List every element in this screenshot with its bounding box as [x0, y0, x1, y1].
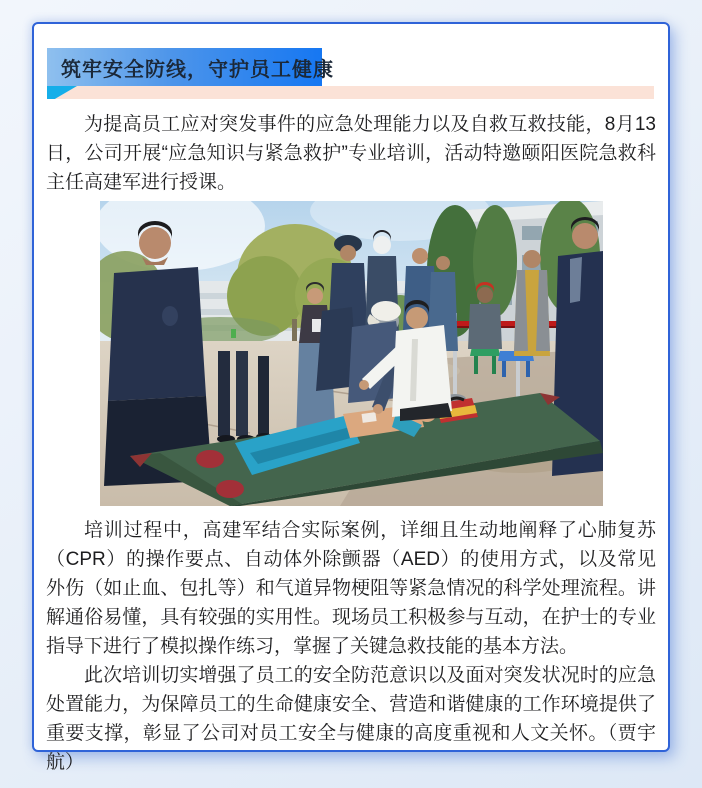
- training-photo: [100, 201, 603, 506]
- title-underline-ribbon: [47, 86, 654, 99]
- title-banner: [47, 48, 334, 86]
- page-title: 筑牢安全防线，守护员工健康: [61, 58, 334, 81]
- ribbon-corner-triangle: [47, 86, 77, 99]
- paragraph-conclusion: 此次培训切实增强了员工的安全防范意识以及面对突发状况时的应急处置能力，为保障员工的生命健康安全、营造和谐健康的工作环境提供了重要支撑，彰显了公司对员工安全与健康的高度重视和人文关怀。（贾宇航）: [46, 665, 656, 773]
- paragraph-intro: 为提高员工应对突发事件的应急处理能力以及自救互救技能，8月13日，公司开展“应急知识与紧急救护”专业培训，活动特邀颐阳医院急救科主任高建军进行授课。: [46, 114, 656, 193]
- article-card: [32, 22, 670, 773]
- paragraph-training-details: 培训过程中，高建军结合实际案例，详细且生动地阐释了心肺复苏（CPR）的操作要点、自动体外除颤器（AED）的使用方式，以及常见外伤（如止血、包扎等）和气道异物梗阻等紧急情况的科学处理流程。讲解通俗易懂，具有较强的实用性。现场员工积极参与互动，在护士的专业指导下进行了模拟操作练习，掌握了关键急救技能的基本方法。: [46, 520, 656, 657]
